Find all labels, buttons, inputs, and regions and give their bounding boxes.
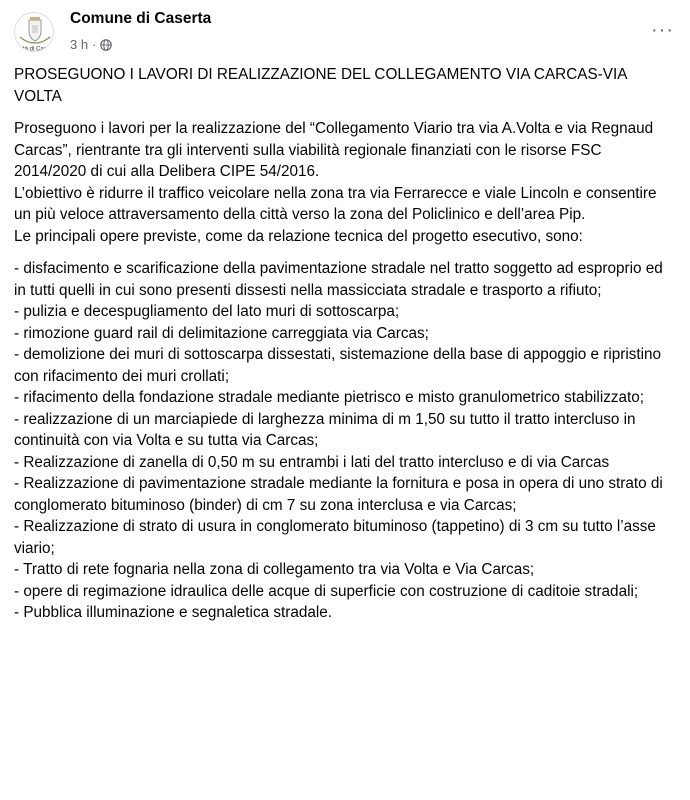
- post-title: PROSEGUONO I LAVORI DI REALIZZAZIONE DEL COLLEGAMENTO VIA CARCAS-VIA VOLTA: [14, 66, 627, 105]
- list-item: - Realizzazione di zanella di 0,50 m su entrambi i lati del tratto intercluso e di via Carcas: [14, 453, 610, 471]
- list-item: - Realizzazione di pavimentazione stradale mediante la fornitura e posa in opera di uno strato di conglomerato bituminoso (binder) di cm 7 su zona interclusa e via Carcas;: [14, 475, 663, 514]
- post-timestamp[interactable]: 3 h: [70, 37, 89, 52]
- intro-paragraph: Proseguono i lavori per la realizzazione del “Collegamento Viario tra via A.Volta e via Regnaud Carcas”, rientrante tra gli interventi sulla viabilità regionale finanziati con le risorse FSC 2014/2020 di cui alla Delibera CIPE 54/2016.: [14, 120, 654, 180]
- post-body: [0, 64, 690, 624]
- list-item: - demolizione dei muri di sottoscarpa dissestati, sistemazione della base di appoggio e ripristino con rifacimento dei muri crollati;: [14, 346, 662, 385]
- list-item: - disfacimento e scarificazione della pavimentazione stradale nel tratto soggetto ad esproprio ed in tutti quelli in cui sono presenti dissesti nella massicciata stradale e trasporto a rifiuto;: [14, 260, 663, 299]
- intro-paragraph: Le principali opere previste, come da relazione tecnica del progetto esecutivo, sono:: [14, 227, 583, 245]
- list-item: - realizzazione di un marciapiede di larghezza minima di m 1,50 su tutto il tratto intercluso in continuità con via Volta e su tutta via Carcas;: [14, 410, 636, 449]
- globe-icon: [100, 39, 112, 51]
- list-item: - opere di regimazione idraulica delle acque di superficie con costruzione di caditoie stradali;: [14, 582, 639, 600]
- avatar[interactable]: [14, 12, 54, 52]
- meta-separator: ·: [92, 37, 97, 52]
- post-meta: [70, 37, 112, 52]
- list-item: - Pubblica illuminazione e segnaletica stradale.: [14, 604, 333, 621]
- more-options-button[interactable]: ···: [651, 19, 674, 41]
- post-header: [0, 0, 690, 64]
- page-name[interactable]: Comune di Caserta: [70, 10, 212, 27]
- list-item: - rifacimento della fondazione stradale mediante pietrisco e misto granulometrico stabilizzato;: [14, 389, 645, 406]
- svg-text:ittà di Case: ittà di Case: [19, 46, 51, 52]
- list-item: - rimozione guard rail di delimitazione carreggiata via Carcas;: [14, 324, 429, 342]
- list-item: - pulizia e decespugliamento del lato muri di sottoscarpa;: [14, 303, 400, 320]
- list-item: - Tratto di rete fognaria nella zona di collegamento tra via Volta e Via Carcas;: [14, 561, 535, 578]
- coat-of-arms-icon: [15, 13, 54, 52]
- list-item: - Realizzazione di strato di usura in conglomerato bituminoso (tappetino) di 3 cm su tutto l’asse viario;: [14, 518, 656, 557]
- intro-paragraph: L’obiettivo è ridurre il traffico veicolare nella zona tra via Ferrarecce e viale Lincoln e consentire un più veloce attraversamento della città verso la zona del Policlinico e dell’area Pip.: [14, 184, 657, 223]
